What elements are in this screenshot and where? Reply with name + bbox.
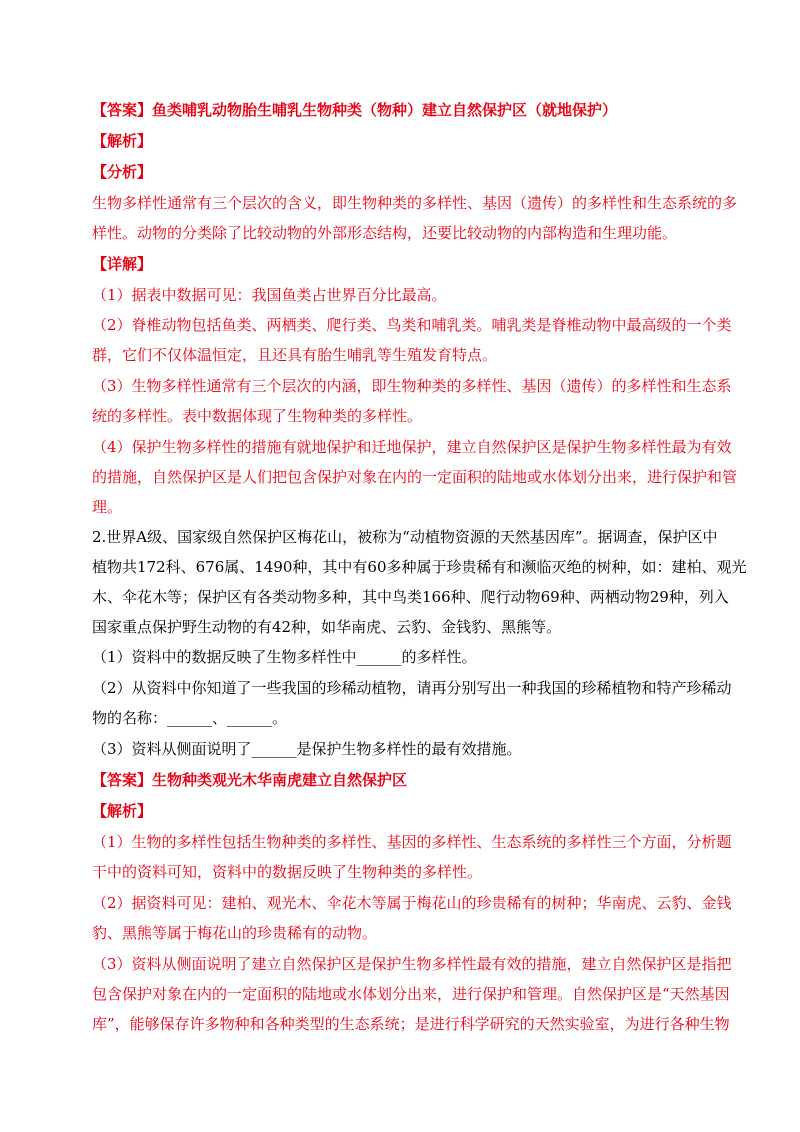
question-sub-line: 物的名称：______、______。 [92, 709, 288, 727]
question-sub-line: （1）资料中的数据反映了生物多样性中______的多样性。 [92, 648, 477, 666]
detail-item-line: （2）脊椎动物包括鱼类、两栖类、爬行类、鸟类和哺乳类。哺乳类是脊椎动物中最高级的一个类 [92, 316, 732, 334]
detail-item-line: （3）生物多样性通常有三个层次的内涵，即生物种类的多样性、基因（遗传）的多样性和生态系 [92, 377, 732, 395]
question-stem-line: 木、伞花木等；保护区有各类动物多种，其中鸟类166种、爬行动物69种、两栖动物29种，列入 [92, 588, 729, 606]
question-sub-line: （2）从资料中你知道了一些我国的珍稀动植物，请再分别写出一种我国的珍稀植物和特产珍稀动 [92, 679, 732, 697]
analysis-text-line: 生物多样性通常有三个层次的含义，即生物种类的多样性、基因（遗传）的多样性和生态系统的多 [92, 194, 738, 212]
answer-line: 【答案】生物种类观光木华南虎建立自然保护区 [92, 771, 408, 789]
answer-line: 【答案】鱼类哺乳动物胎生哺乳生物种类（物种）建立自然保护区（就地保护） [92, 101, 618, 119]
fenxi-heading: 【分析】 [92, 163, 153, 181]
detail-item-line: （4）保护生物多样性的措施有就地保护和迁地保护，建立自然保护区是保护生物多样性最为有效 [92, 438, 732, 456]
detail-item-line: （1）据表中数据可见：我国鱼类占世界百分比最高。 [92, 286, 447, 304]
detail-heading: 【详解】 [92, 255, 153, 273]
question-stem-line: 国家重点保护野生动物的有42种，如华南虎、云豹、金钱豹、黑熊等。 [92, 618, 562, 636]
analysis-item-line: 包含保护对象在内的一定面积的陆地或水体划分出来，进行保护和管理。自然保护区是“天然基因 [92, 985, 730, 1003]
analysis-text-line: 样性。动物的分类除了比较动物的外部形态结构，还要比较动物的内部构造和生理功能。 [92, 224, 678, 242]
analysis-item-line: 豹、黑熊等属于梅花山的珍贵稀有的动物。 [92, 924, 378, 942]
analysis-heading: 【解析】 [92, 802, 153, 820]
analysis-item-line: （3）资料从侧面说明了建立自然保护区是保护生物多样性最有效的措施，建立自然保护区是指把 [92, 955, 732, 973]
question-sub-line: （3）资料从侧面说明了______是保护生物多样性的最有效措施。 [92, 740, 522, 758]
analysis-item-line: 干中的资料可知，资料中的数据反映了生物种类的多样性。 [92, 863, 483, 881]
detail-item-line: 群，它们不仅体温恒定，且还具有胎生哺乳等生殖发育特点。 [92, 346, 498, 364]
analysis-item-line: （1）生物的多样性包括生物种类的多样性、基因的多样性、生态系统的多样性三个方面，分析题 [92, 833, 732, 851]
question-stem-line: 植物共172科、676属、1490种，其中有60多种属于珍贵稀有和濒临灭绝的树种，如：建柏、观光 [92, 558, 747, 576]
detail-item-line: 的措施，自然保护区是人们把包含保护对象在内的一定面积的陆地或水体划分出来，进行保护和管 [92, 468, 738, 486]
detail-item-line: 理。 [92, 498, 123, 516]
analysis-item-line: （2）据资料可见：建柏、观光木、伞花木等属于梅花山的珍贵稀有的树种；华南虎、云豹、金钱 [92, 894, 732, 912]
detail-item-line: 统的多样性。表中数据体现了生物种类的多样性。 [92, 407, 423, 425]
question-stem-line: 2.世界A级、国家级自然保护区梅花山，被称为“动植物资源的天然基因库”。据调查，保护区中 [92, 528, 718, 546]
analysis-item-line: 库”，能够保存许多物种和各种类型的生态系统；是进行科学研究的天然实验室，为进行各种生物 [92, 1015, 730, 1033]
analysis-heading: 【解析】 [92, 132, 153, 150]
